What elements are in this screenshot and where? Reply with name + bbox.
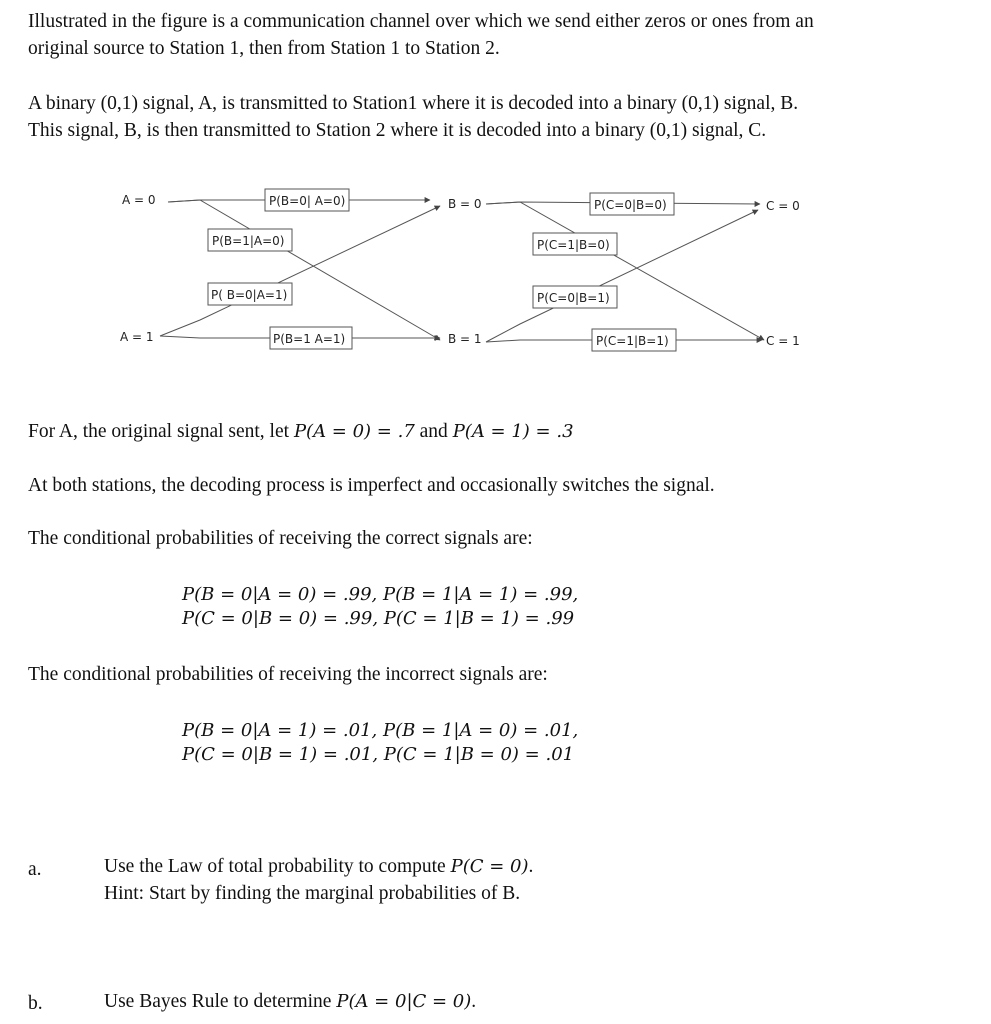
prior-p0: P(A = 0) = .7 [293,421,415,442]
incorrect-heading [28,661,548,688]
question-b-end: . [471,991,477,1012]
correct-equation-line-2: P(C = 0|B = 0) = .99, P(C = 1|B = 1) = .99 [182,608,575,629]
edge-b1-c0 [486,210,758,342]
channel-diagram [0,180,991,370]
label-b0-given-a0: P(B=0| A=0) [269,194,346,208]
incorrect-heading-text: The conditional probabilities of receiving the incorrect signals are: [28,664,548,685]
incorrect-equation-line-2: P(C = 0|B = 1) = .01, P(C = 1|B = 0) = .01 [182,744,575,765]
edge-b0-c1 [486,202,764,340]
incorrect-equation-line-1: P(B = 0|A = 1) = .01, P(B = 1|A = 0) = .01, [182,720,579,741]
node-c1: C = 1 [766,334,800,348]
question-b-marker: b. [28,993,43,1014]
label-c0-given-b0: P(C=0|B=0) [594,198,667,212]
decoding-note-text: At both stations, the decoding process is imperfect and occasionally switches the signal. [28,475,715,496]
label-c1-given-b1: P(C=1|B=1) [596,334,669,348]
description-line-1: A binary (0,1) signal, A, is transmitted to Station1 where it is decoded into a binary (0,1) signal, B. [28,93,799,114]
prior-paragraph [28,418,574,445]
correct-heading [28,525,533,552]
question-a-marker: a. [28,859,42,880]
question-a-hint: Hint: Start by finding the marginal probabilities of B. [104,883,521,904]
prior-prefix: For A, the original signal sent, let [28,421,294,442]
intro-line-2: original source to Station 1, then from Station 1 to Station 2. [28,38,500,59]
edge-a1-b0 [160,206,440,336]
node-a0: A = 0 [122,193,156,207]
label-c0-given-b1: P(C=0|B=1) [537,291,610,305]
intro-line-1: Illustrated in the figure is a communication channel over which we send either zeros or ones from an [28,11,814,32]
question-a-text: Use the Law of total probability to compute [104,856,451,877]
edge-a0-b1 [168,200,440,340]
prior-p1: P(A = 1) = .3 [452,421,574,442]
node-b1: B = 1 [448,332,482,346]
question-a-end: . [528,856,534,877]
node-a1: A = 1 [120,330,154,344]
node-c0: C = 0 [766,199,800,213]
node-b0: B = 0 [448,197,482,211]
correct-equations [182,583,578,631]
question-b-text: Use Bayes Rule to determine [104,991,337,1012]
decoding-note [28,472,715,499]
description-line-2: This signal, B, is then transmitted to Station 2 where it is decoded into a binary (0,1) signal, C. [28,120,767,141]
question-a-math: P(C = 0) [450,856,529,877]
description-paragraph [28,90,798,144]
correct-equation-line-1: P(B = 0|A = 0) = .99, P(B = 1|A = 1) = .99, [182,584,579,605]
question-b-math: P(A = 0|C = 0) [336,991,472,1012]
prior-and: and [414,421,453,442]
incorrect-equations [182,719,578,767]
label-c1-given-b0: P(C=1|B=0) [537,238,610,252]
label-b1-given-a1: P(B=1 A=1) [273,332,346,346]
label-b0-given-a1: P( B=0|A=1) [211,288,288,302]
intro-paragraph [28,8,814,62]
question-a [104,853,533,880]
label-b1-given-a0: P(B=1|A=0) [212,234,285,248]
correct-heading-text: The conditional probabilities of receiving the correct signals are: [28,528,533,549]
question-b [104,988,476,1015]
